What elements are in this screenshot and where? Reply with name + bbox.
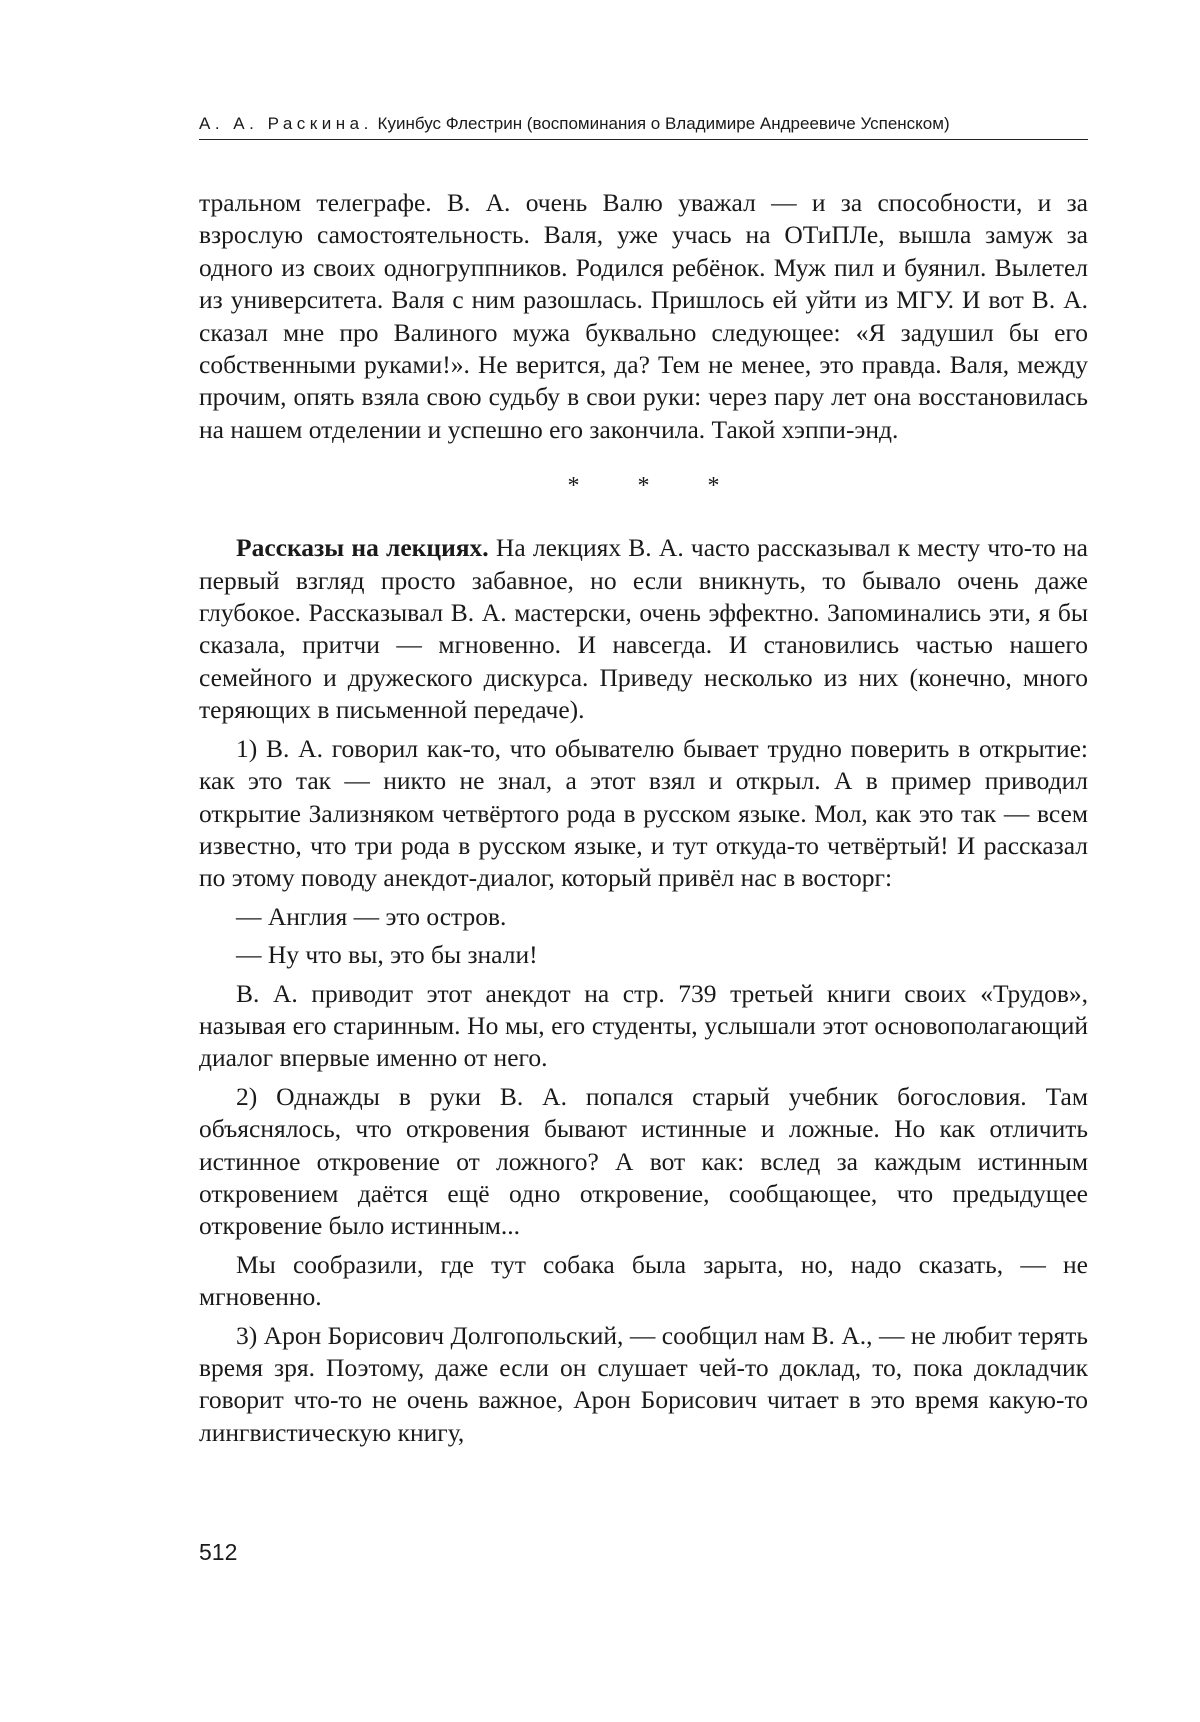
dialogue-line-1: — Англия — это остров. [236, 901, 507, 931]
dialogue-line-2: — Ну что вы, это бы знали! [236, 940, 538, 970]
running-head-title: Куинбус Флестрин (воспоминания о Владимире Андреевиче Успенском) [377, 114, 950, 133]
page-number: 512 [199, 1539, 238, 1565]
running-head-author: А. А. Раскина. [199, 114, 373, 133]
paragraph-section-intro [199, 532, 1088, 726]
section-break: * * * [567, 473, 746, 500]
section-intro-text: На лекциях В. А. часто рассказывал к месту что-то на первый взгляд просто забавное, но если вникнуть, то бывало очень даже глубокое. Рассказывал В. А. мастерски, очень эффектно. Запоминались эти, я бы сказала, притчи — мгновенно. И навсегда. И становились частью нашего семейного и дружеского дискурса. Приведу несколько из них (конечно, много теряющих в письменной передаче). [199, 533, 1088, 725]
section-heading: Рассказы на лекциях. [236, 533, 489, 563]
paragraph-continued: тральном телеграфе. В. А. очень Валю уважал — и за способности, и за взрослую самостоятельность. Валя, уже учась на ОТиПЛе, вышла замуж за одного из своих одногруппников. Родился ребёнок. Муж пил и буянил. Вылетел из университета. Валя с ним разошлась. Пришлось ей уйти из МГУ. И вот В. А. сказал мне про Валиного мужа буквально следующее: «Я задушил бы его собственными руками!». Не верится, да? Тем не менее, это правда. Валя, между прочим, опять взяла свою судьбу в свои руки: через пару лет она восстановилась на нашем отделении и успешно его закончила. Такой хэппи-энд. [199, 188, 1088, 444]
paragraph-story-1: 1) В. А. говорил как-то, что обывателю бывает трудно поверить в открытие: как это так — никто не знал, а этот взял и открыл. А в пример приводил открытие Зализняком четвёртого рода в русском языке. Мол, как это так — всем известно, что три рода в русском языке, и тут откуда-то четвёртый! И рассказал по этому поводу анекдот-диалог, который привёл нас в восторг: [199, 733, 1088, 893]
paragraph-story-1-note: В. А. приводит этот анекдот на стр. 739 третьей книги своих «Трудов», называя его старинным. Но мы, его студенты, услышали этот основополагающий диалог впервые именно от него. [199, 978, 1088, 1073]
paragraph-story-2-note: Мы сообразили, где тут собака была зарыта, но, надо сказать, — не мгновенно. [199, 1249, 1088, 1312]
paragraph-story-2: 2) Однажды в руки В. А. попался старый учебник богословия. Там объяснялось, что откровения бывают истинные и ложные. Но как отличить истинное откровение от ложного? А вот как: вслед за каждым истинным откровением даётся ещё одно откровение, сообщающее, что предыдущее откровение было истинным... [199, 1081, 1088, 1241]
paragraph-story-3: 3) Арон Борисович Долгопольский, — сообщил нам В. А., — не любит терять время зря. Поэтому, даже если он слушает чей-то доклад, то, пока докладчик говорит что-то не очень важное, Арон Борисович читает в это время какую-то лингвистическую книгу, [199, 1320, 1088, 1447]
page-body [199, 187, 1088, 1449]
running-head [199, 113, 1088, 140]
